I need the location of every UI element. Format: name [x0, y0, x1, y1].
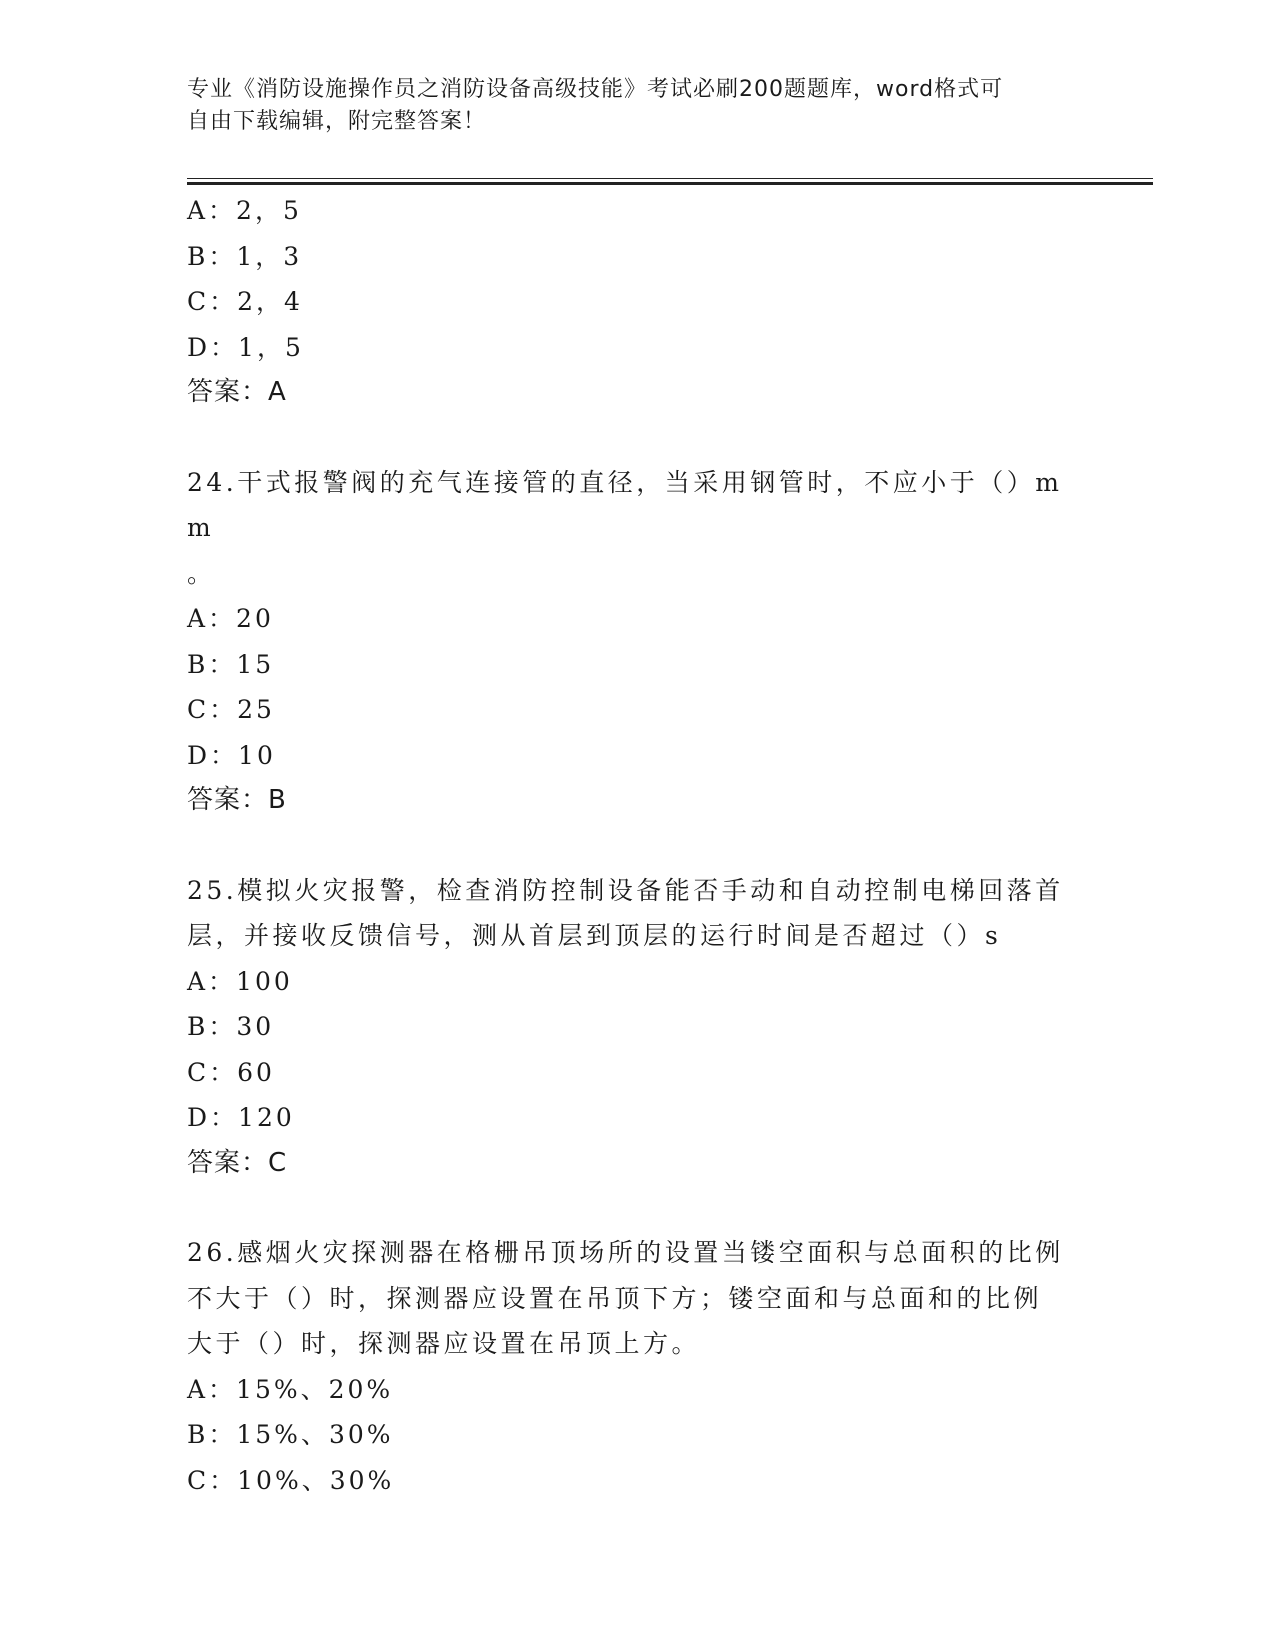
option-c: C：2，4	[187, 287, 303, 316]
question-text-line-1: 24.干式报警阀的充气连接管的直径，当采用钢管时，不应小于（）mm	[187, 467, 1063, 542]
answer: 答案：A	[187, 377, 287, 407]
option-b: B：30	[187, 1012, 275, 1041]
header-rule-thick	[187, 182, 1153, 185]
option-c: C：25	[187, 695, 275, 724]
option-b: B：1，3	[187, 241, 303, 271]
answer: 答案：B	[187, 785, 287, 815]
header-line-1: 专业《消防设施操作员之消防设备高级技能》考试必刷200题题库，word格式可	[187, 77, 1004, 102]
option-d: D：10	[187, 740, 276, 770]
option-d: D：120	[187, 1103, 295, 1132]
option-a: A：15%、20%	[187, 1374, 394, 1404]
page-header	[187, 74, 1067, 138]
option-c: C：60	[187, 1057, 275, 1087]
option-a: A：20	[187, 604, 274, 633]
option-a: A：2，5	[187, 196, 302, 225]
answer: 答案：C	[187, 1147, 288, 1178]
header-rule-thin	[187, 178, 1153, 179]
question-text-line-2: 层，并接收反馈信号，测从首层到顶层的运行时间是否超过（）s	[187, 921, 1002, 950]
question-25	[187, 868, 1087, 1187]
option-a: A：100	[187, 966, 293, 996]
option-b: B：15	[187, 649, 275, 679]
option-b: B：15%、30%	[187, 1420, 394, 1449]
question-23	[187, 188, 1087, 416]
question-text-line-2: 。	[187, 558, 216, 588]
question-26	[187, 1230, 1087, 1503]
question-list	[187, 188, 1087, 1503]
question-text-line-3: 大于（）时，探测器应设置在吊顶上方。	[187, 1329, 701, 1358]
question-text-line-1: 25.模拟火灾报警，检查消防控制设备能否手动和自动控制电梯回落首	[187, 875, 1064, 905]
question-text-line-2: 不大于（）时，探测器应设置在吊顶下方；镂空面和与总面和的比例	[187, 1283, 1043, 1313]
question-text-line-1: 26.感烟火灾探测器在格栅吊顶场所的设置当镂空面积与总面积的比例	[187, 1238, 1064, 1267]
option-d: D：1，5	[187, 332, 304, 362]
header-line-2: 自由下载编辑，附完整答案！	[187, 109, 487, 134]
option-c: C：10%、30%	[187, 1465, 395, 1495]
question-24	[187, 460, 1087, 824]
